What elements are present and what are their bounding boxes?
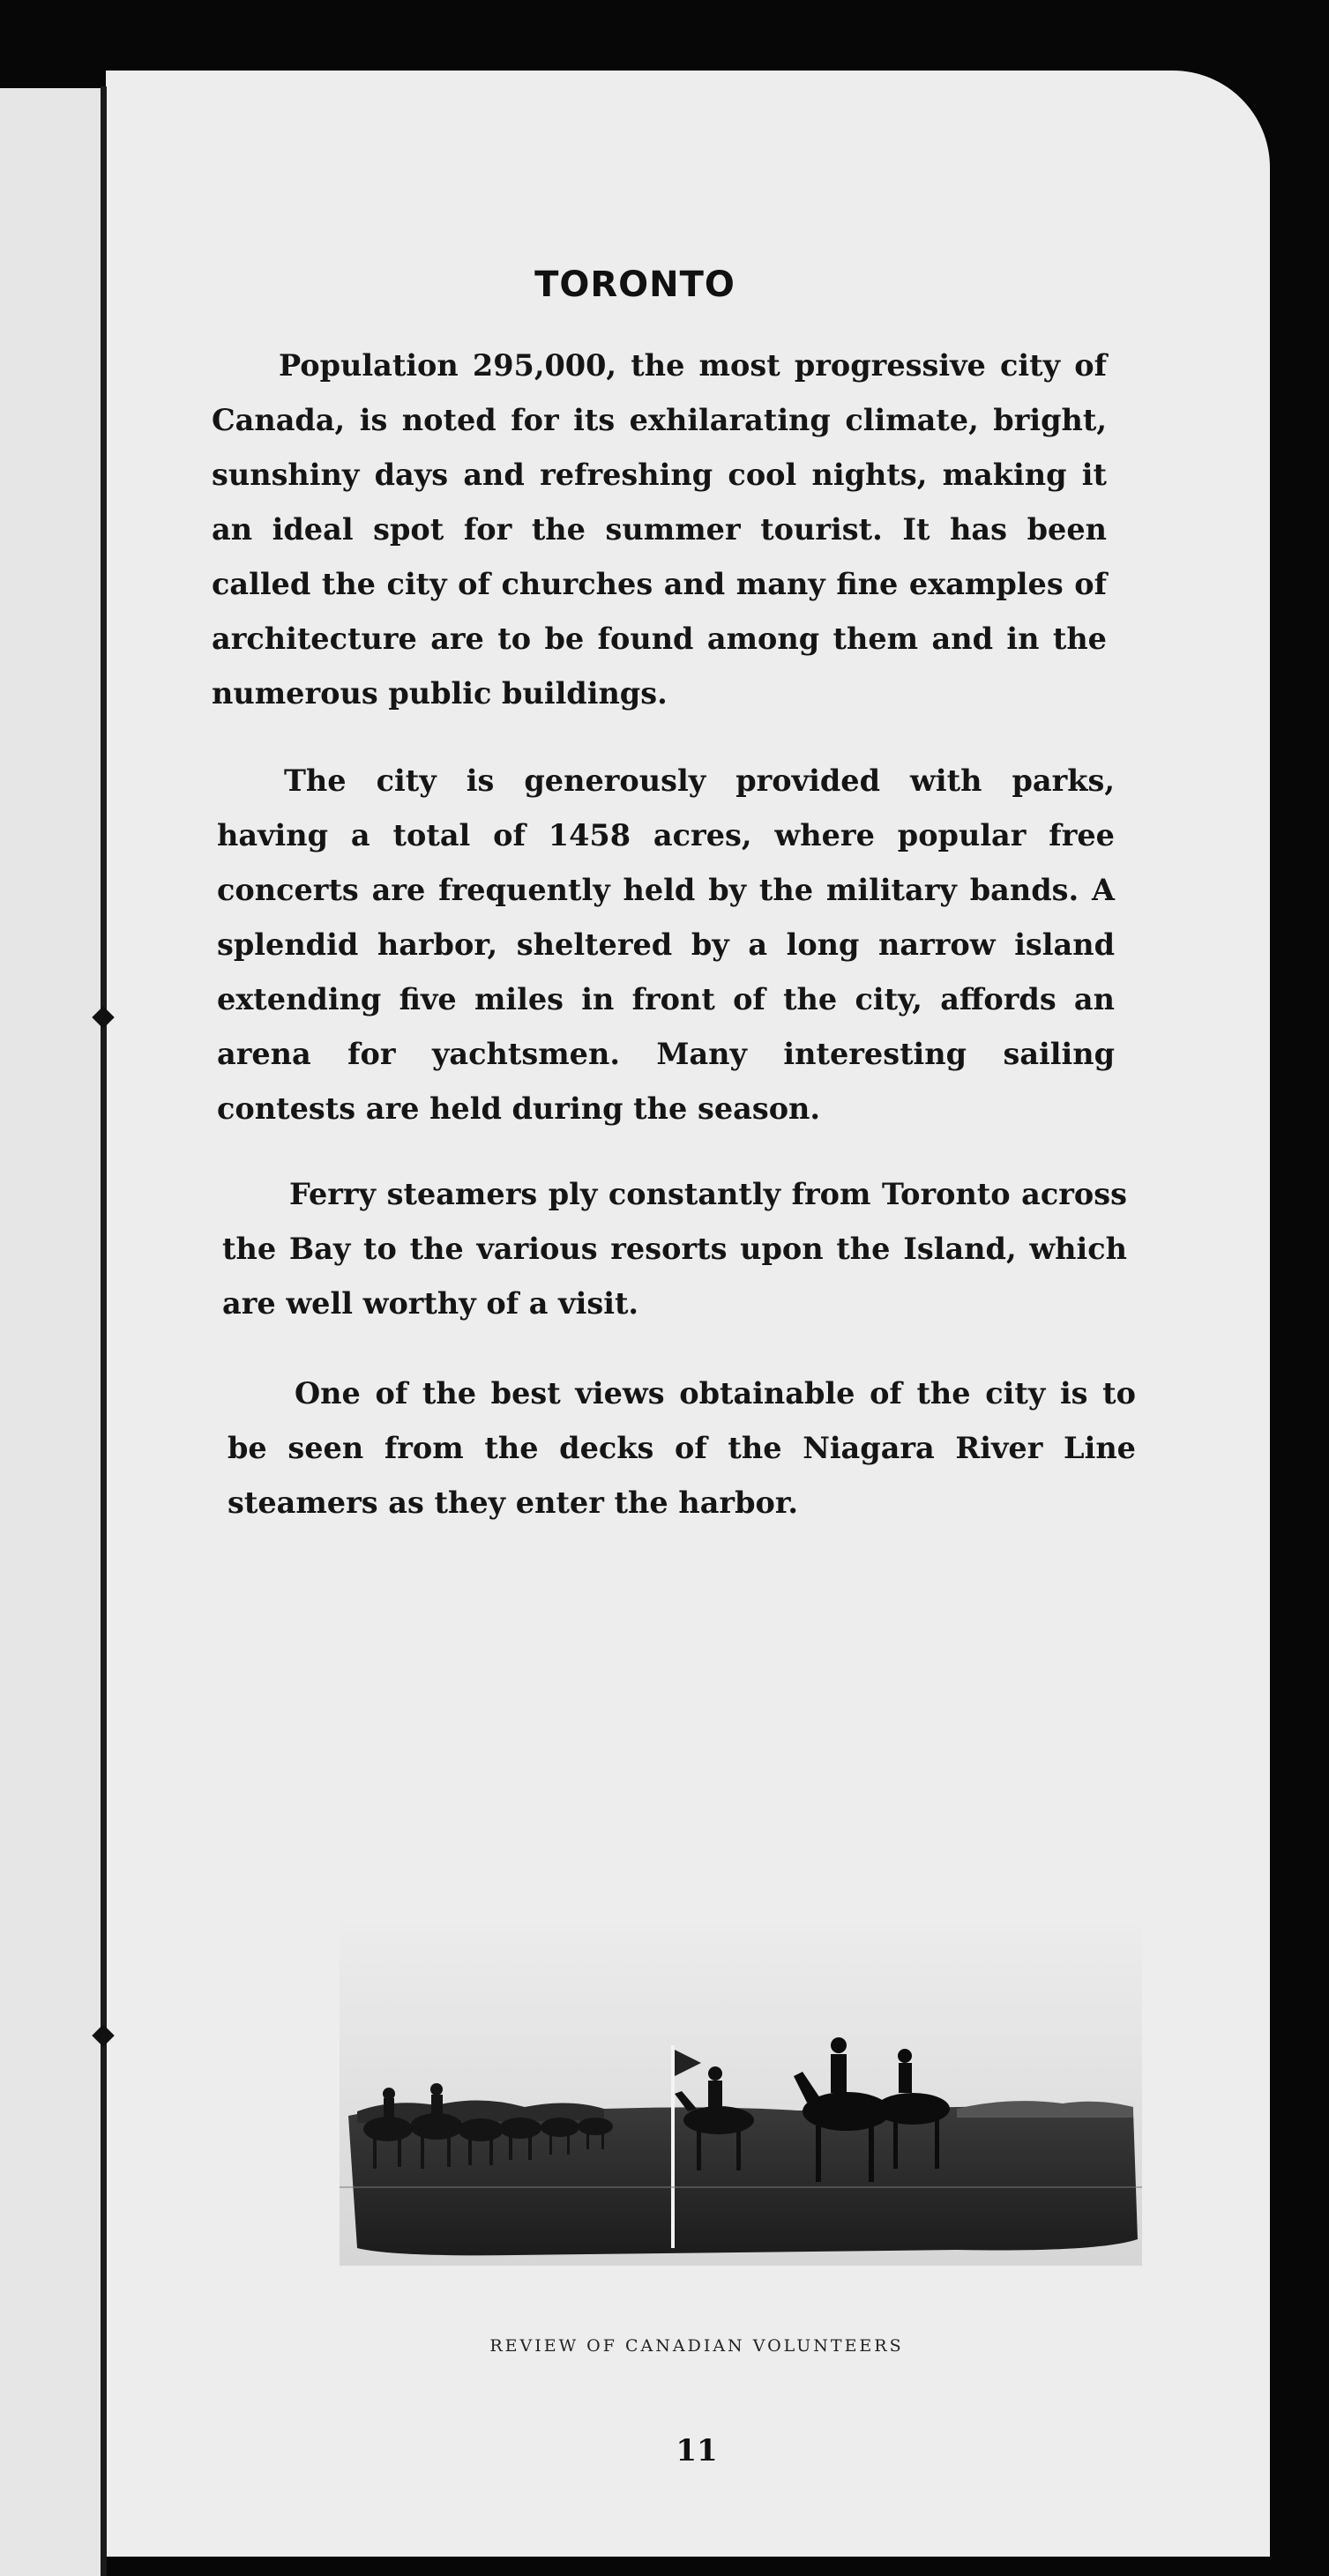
page-number: 11 [676, 2433, 718, 2468]
page-fold [101, 86, 107, 2576]
facing-page-edge [0, 88, 104, 2576]
paragraph-views: One of the best views obtainable of the city is to be seen from the decks of the Niagara River Line steamers as they enter the harbor. [228, 1376, 1136, 1520]
page-title: TORONTO [534, 264, 735, 305]
paragraph-ferry: Ferry steamers ply constantly from Toronto across the Bay to the various resorts upon the Island, which are well worthy of a visit. [222, 1177, 1127, 1321]
photo-caption: REVIEW OF CANADIAN VOLUNTEERS [489, 2336, 904, 2356]
paragraph-population: Population 295,000, the most progressive city of Canada, is noted for its exhilarating climate, bright, sunshiny days and refreshing cool nights, making it an ideal spot for the summer tourist. It has been called the city of churches and many fine examples of architecture are to be found among them and in the numerous public buildings. [212, 348, 1107, 711]
volunteers-review-photo [340, 1922, 1142, 2266]
paragraph-parks: The city is generously provided with parks, having a total of 1458 acres, where popular free concerts are frequently held by the military bands. A splendid harbor, sheltered by a long narrow island extending five miles in front of the city, affords an arena for yachtsmen. Many interesting sailing contests are held during the season. [217, 763, 1115, 1126]
